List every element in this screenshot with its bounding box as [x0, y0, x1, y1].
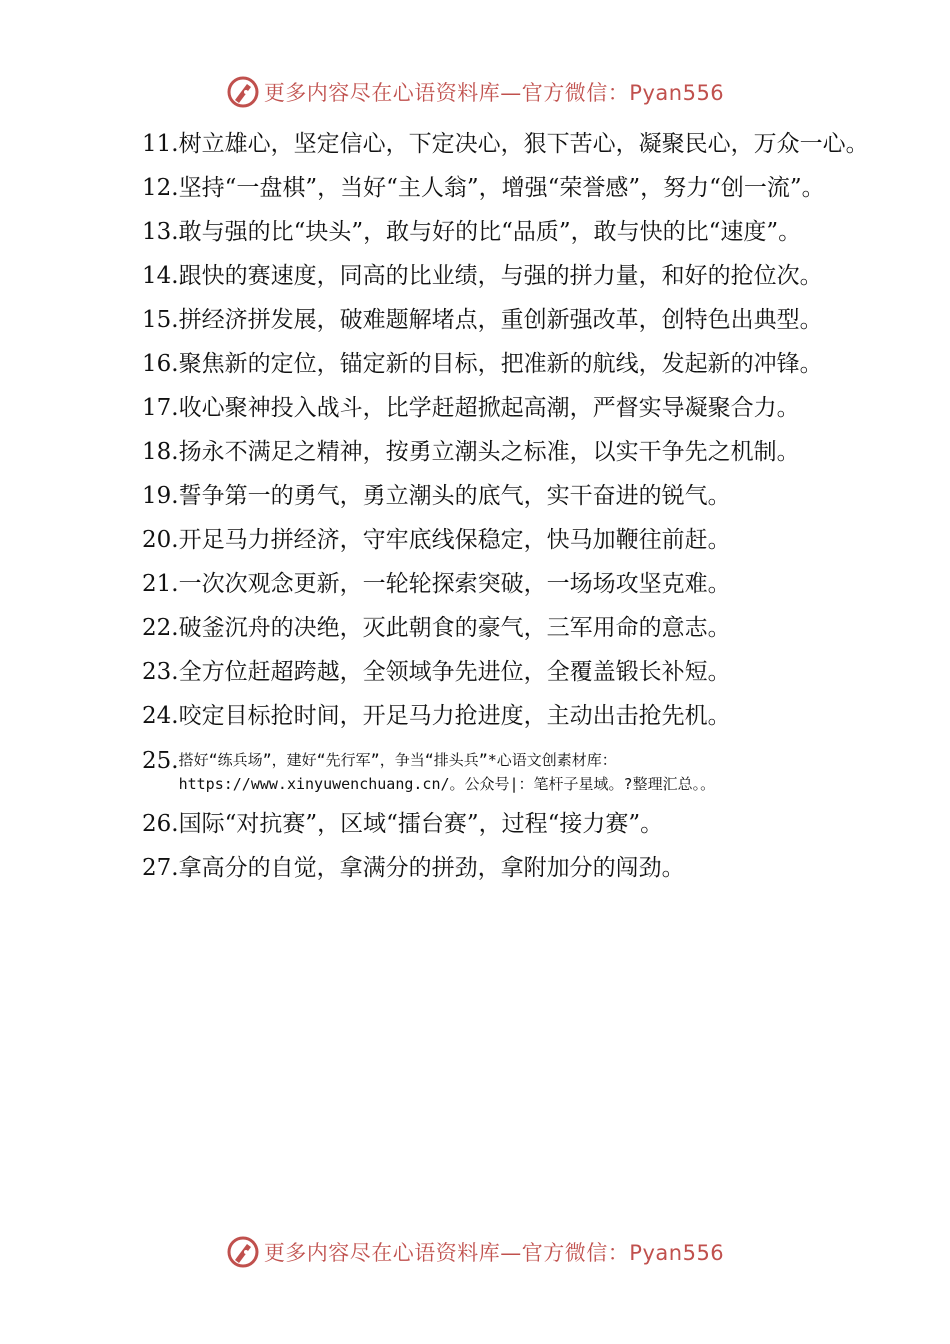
list-item-25: 25. 搭好“练兵场”，建好“先行军”，争当“排头兵”*心语文创素材库：https://www.xinyuwenchuang.cn/。公众号|：笔杆子星域。?整理汇总。。: [142, 748, 716, 793]
list-item: 17.收心聚神投入战斗，比学赶超掀起高潮，严督实导凝聚合力。: [142, 395, 800, 421]
pen-nib-circle-icon: [226, 1235, 260, 1269]
list-item: 21.一次次观念更新，一轮轮探索突破，一场场攻坚克难。: [142, 571, 731, 597]
banner-text: 更多内容尽在心语资料库—官方微信：Pyan556: [263, 81, 725, 105]
list-item: 20.开足马力拼经济，守牢底线保稳定，快马加鞭往前赶。: [142, 527, 731, 553]
list-item: 12.坚持“一盘棋”，当好“主人翁”，增强“荣誉感”，努力“创一流”。: [142, 175, 825, 201]
list-item: 24.咬定目标抢时间，开足马力抢进度，主动出击抢先机。: [142, 703, 731, 729]
banner-text: 更多内容尽在心语资料库—官方微信：Pyan556: [263, 1241, 725, 1265]
list-item: 13.敢与强的比“块头”，敢与好的比“品质”，敢与快的比“速度”。: [142, 219, 802, 245]
list-item: 27.拿高分的自觉，拿满分的拼劲，拿附加分的闯劲。: [142, 855, 685, 881]
list-item: 15.拼经济拼发展，破难题解堵点，重创新强改革，创特色出典型。: [142, 307, 823, 333]
list-item: 11.树立雄心，坚定信心，下定决心，狠下苦心，凝聚民心，万众一心。: [142, 131, 869, 157]
footer-banner: [0, 1232, 950, 1272]
list-item: 14.跟快的赛速度，同高的比业绩，与强的拼力量，和好的抢位次。: [142, 263, 823, 289]
list-item: 16.聚焦新的定位，锚定新的目标，把准新的航线，发起新的冲锋。: [142, 351, 823, 377]
list-item: 26.国际“对抗赛”，区域“擂台赛”，过程“接力赛”。: [142, 811, 664, 837]
header-banner: [0, 72, 950, 112]
list-item: 19.誓争第一的勇气，勇立潮头的底气，实干奋进的锐气。: [142, 483, 731, 509]
pen-nib-circle-icon: [226, 75, 260, 109]
list-item: 22.破釜沉舟的决绝，灭此朝食的豪气，三军用命的意志。: [142, 615, 731, 641]
list-item: 23.全方位赶超跨越，全领域争先进位，全覆盖锻长补短。: [142, 659, 731, 685]
slogan-list: [92, 122, 872, 890]
list-item: 18.扬永不满足之精神，按勇立潮头之标准，以实干争先之机制。: [142, 439, 800, 465]
